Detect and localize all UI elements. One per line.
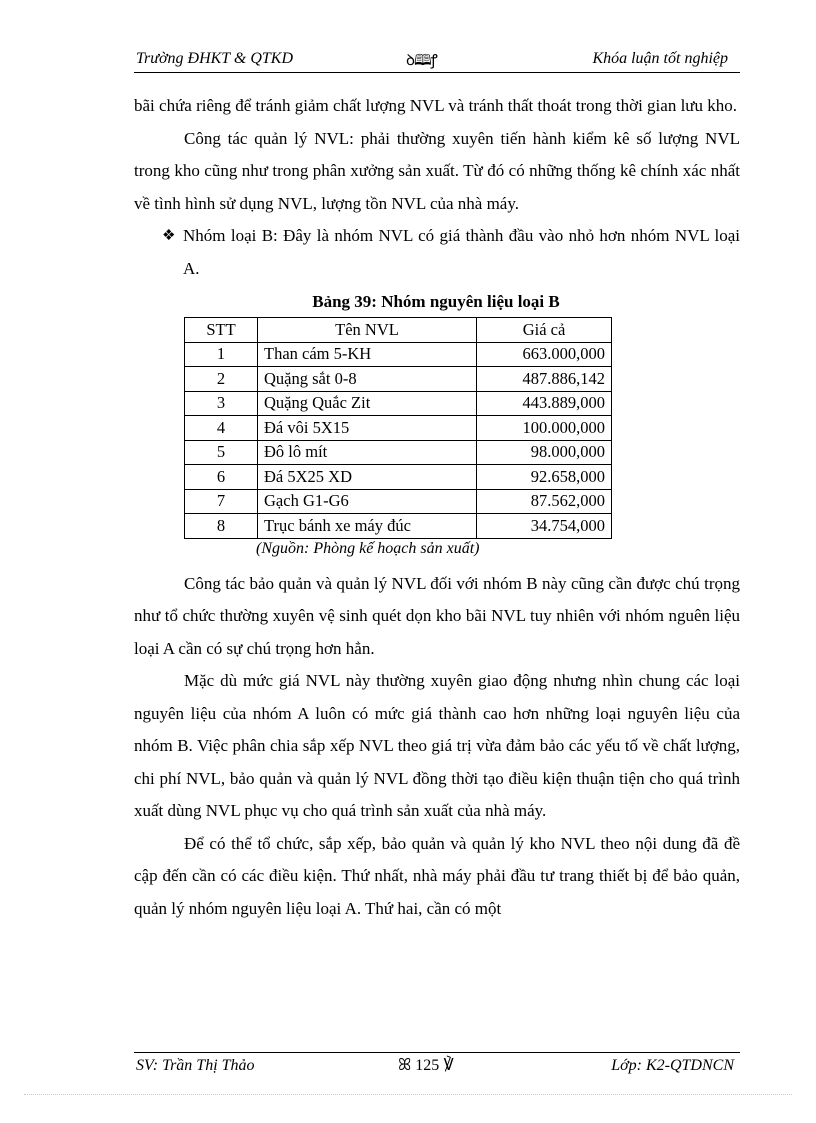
bullet-group-b [134, 220, 740, 285]
cell-name: Đá 5X25 XD [258, 465, 477, 490]
diamond-bullet-icon: ❖ [162, 228, 176, 244]
cell-price: 443.889,000 [477, 391, 612, 416]
table-row [185, 391, 612, 416]
cell-name: Gạch G1-G6 [258, 489, 477, 514]
table-caption: Bảng 39: Nhóm nguyên liệu loại B [312, 292, 560, 311]
cell-price: 100.000,000 [477, 416, 612, 441]
paragraph-1: bãi chứa riêng để tránh giảm chất lượng NVL và tránh thất thoát trong thời gian lưu kho. [134, 96, 738, 115]
cell-name: Quặng sắt 0-8 [258, 367, 477, 392]
footer-page-number: ꕤ 125 ℣ [398, 1057, 454, 1074]
table-row [185, 440, 612, 465]
cell-stt: 2 [185, 367, 258, 392]
cell-stt: 5 [185, 440, 258, 465]
cell-stt: 4 [185, 416, 258, 441]
page-bottom-divider [24, 1094, 792, 1095]
cell-stt: 7 [185, 489, 258, 514]
cell-name: Than cám 5-KH [258, 342, 477, 367]
table-row [185, 514, 612, 539]
cell-price: 98.000,000 [477, 440, 612, 465]
header-cell-price: Giá cả [477, 318, 612, 343]
table-row [185, 342, 612, 367]
page-header [134, 48, 740, 73]
cell-price: 487.886,142 [477, 367, 612, 392]
table-row [185, 367, 612, 392]
header-cell-stt: STT [185, 318, 258, 343]
cell-name: Đá vôi 5X15 [258, 416, 477, 441]
footer-class: Lớp: K2-QTDNCN [611, 1057, 734, 1074]
cell-price: 34.754,000 [477, 514, 612, 539]
footer-student: SV: Trần Thị Thảo [136, 1057, 255, 1074]
header-cell-name: Tên NVL [258, 318, 477, 343]
table-header-row [185, 318, 612, 343]
paragraph-5: Để có thể tổ chức, sắp xếp, bảo quản và quản lý kho NVL theo nội dung đã đề cập đến cần có các điều kiện. Thứ nhất, nhà máy phải đầu tư trang thiết bị để bảo quản, quản lý nhóm nguyên liệu loại A. Thứ hai, cần có một [134, 833, 740, 918]
cell-stt: 1 [185, 342, 258, 367]
cell-stt: 3 [185, 391, 258, 416]
cell-price: 92.658,000 [477, 465, 612, 490]
bullet-text: Nhóm loại B: Đây là nhóm NVL có giá thành đầu vào nhỏ hơn nhóm NVL loại A. [183, 226, 740, 278]
paragraph-3: Công tác bảo quản và quản lý NVL đối với nhóm B này cũng cần được chú trọng như tổ chức thường xuyên vệ sinh quét dọn kho bãi NVL tuy nhiên với nhóm nguên liệu loại A cần có sự chú trọng hơn hẳn. [134, 573, 740, 658]
header-school: Trường ĐHKT & QTKD [136, 50, 294, 67]
cell-name: Trục bánh xe máy đúc [258, 514, 477, 539]
paragraph-2: Công tác quản lý NVL: phải thường xuyên tiến hành kiểm kê số lượng NVL trong kho cũng như trong phân xưởng sản xuất. Từ đó có những thống kê chính xác nhất về tình hình sử dụng NVL, lượng tồn NVL của nhà máy. [134, 128, 740, 213]
cell-name: Đô lô mít [258, 440, 477, 465]
cell-stt: 6 [185, 465, 258, 490]
cell-name: Quặng Quắc Zit [258, 391, 477, 416]
header-doc-type: Khóa luận tốt nghiệp [592, 50, 728, 67]
table-row [185, 465, 612, 490]
table-row [185, 416, 612, 441]
cell-price: 87.562,000 [477, 489, 612, 514]
header-ornament-icon: ꝺ🕮ꝭ [406, 53, 437, 69]
table-source: (Nguồn: Phòng kế hoạch sản xuất) [256, 539, 480, 557]
page-footer [134, 1052, 740, 1083]
cell-stt: 8 [185, 514, 258, 539]
table-row [185, 489, 612, 514]
cell-price: 663.000,000 [477, 342, 612, 367]
page-content [134, 90, 740, 925]
materials-table [184, 317, 612, 539]
paragraph-4: Mặc dù mức giá NVL này thường xuyên giao động nhưng nhìn chung các loại nguyên liệu của nhóm A luôn có mức giá thành cao hơn những loại nguyên liệu của nhóm B. Việc phân chia sắp xếp NVL theo giá trị vừa đảm bảo các yếu tố về chất lượng, chi phí NVL, bảo quản và quản lý NVL đồng thời tạo điều kiện thuận tiện cho quá trình xuất dùng NVL phục vụ cho quá trình sản xuất của nhà máy. [134, 671, 740, 820]
